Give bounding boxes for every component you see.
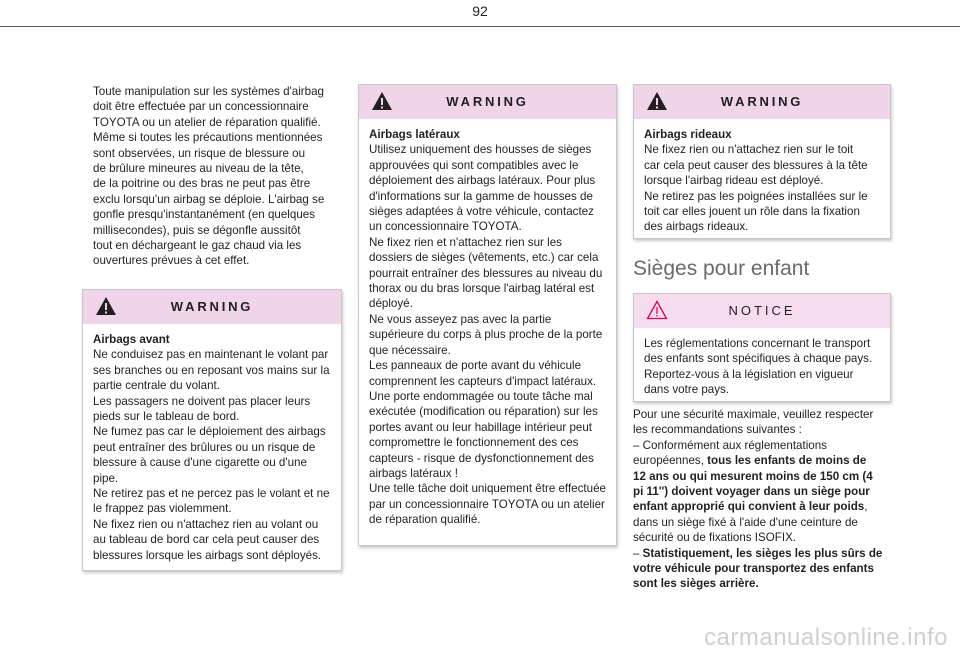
warning-body [359,119,616,536]
warning-heading: Airbags rideaux [644,128,732,141]
warning-header [634,85,890,119]
warning-triangle-icon [371,91,393,111]
notice-header [634,294,890,328]
warning-box-front-airbags [82,289,342,571]
intro-paragraph [93,84,345,269]
warning-title: WARNING [446,94,529,110]
item2-bold: Statistiquement, les sièges les plus sûrs de votre véhicule pour transportez des enfants sont les sièges arrière. [633,546,883,591]
notice-text: Les réglementations concernant le transport des enfants sont spécifiques à chaque pays. Reportez-vous à la législation en vigueur dans votre pays. [644,337,873,397]
header-rule [0,26,960,27]
recommendation-item-1 [633,438,893,546]
notice-body [634,328,890,406]
warning-triangle-icon [646,91,668,111]
notice-box [633,293,891,402]
warning-text: Ne fixez rien ou n'attachez rien sur le toit car cela peut causer des blessures à la tête lorsque l'airbag rideau est déployé. Ne retirez pas les poignées installées sur le toit car elles jouent un rôle dans la fixation des airbags rideaux. [644,143,868,234]
warning-box-side-airbags [358,84,617,546]
warning-text: Ne conduisez pas en maintenant le volant par ses branches ou en reposant vos mains sur la partie centrale du volant. Les passagers ne doivent pas placer leurs pieds sur le tableau de bord. Ne fumez pas car le déploiement des airbags peut entraîner des brûlures ou un risque de blessure à cause d'une cigarette ou d'une pipe. Ne retirez pas et ne percez pas le volant et ne le frappez pas violemment. Ne fixez rien ou n'attachez rien au volant ou au tableau de bord car cela peut causer des blessures lorsque les airbags sont déployés. [93,348,330,562]
warning-header [83,290,341,324]
warning-header [359,85,616,119]
watermark: carmanualsonline.info [704,623,948,651]
child-seat-recommendations [633,407,893,592]
notice-triangle-icon [646,300,668,320]
page-number: 92 [472,3,488,19]
warning-body [634,119,890,243]
intro-text: Toute manipulation sur les systèmes d'airbag doit être effectuée par un concessionnaire TOYOTA ou un atelier de réparation qualifié. Même si toutes les précautions mentionnées sont observées, un risque de blessure ou de brûlure mineures au niveau de la tête, de la poitrine ou des bras ne peut pas être exclu lorsqu'un airbag se déploie. L'airbag se gonfle presqu'instantanément (en quelques millisecondes), puis se dégonfle aussitôt tout en déchargeant le gaz chaud via les ouvertures prévues à cet effet. [93,85,325,268]
item1-suffix: , dans un siège fixé à l'aide d'une ceinture de sécurité ou de fixations ISOFIX. [633,500,868,545]
warning-triangle-icon [95,296,117,316]
recommendation-item-2 [633,546,893,592]
warning-heading: Airbags avant [93,333,170,346]
warning-body [83,324,341,571]
item1-bold: tous les enfants de moins de 12 ans ou qui mesurent moins de 150 cm (4 pi 11'') doivent voyager dans un siège pour enfant approprié qui convient à leur poids [633,454,873,514]
section-title: Sièges pour enfant [633,257,810,280]
warning-title: WARNING [170,299,254,315]
warning-heading: Airbags latéraux [369,128,460,141]
item2-prefix: – [633,546,643,560]
notice-title: NOTICE [728,303,796,319]
item1-prefix: – Conformément aux réglementations européennes, [633,438,827,468]
warning-text: Utilisez uniquement des housses de sièges approuvées qui sont compatibles avec le déploiement des airbags latéraux. Pour plus d'informations sur la gamme de housses de sièges adaptées à votre véhicule, contactez un concessionnaire TOYOTA. Ne fixez rien et n'attachez rien sur les dossiers de sièges (vêtements, etc.) car cela pourrait entraîner des blessures au niveau du thorax ou du bras lorsque l'airbag latéral est déployé. Ne vous asseyez pas avec la partie supérieure du corps à plus proche de la porte que nécessaire. Les panneaux de porte avant du véhicule comprennent les capteurs d'impact latéraux. Une porte endommagée ou toute tâche mal exécutée (modification ou réparation) sur les portes avant ou leur habillage intérieur peut compromettre le fonctionnement des ces capteurs - risque de dysfonctionnement des airbags latéraux ! Une telle tâche doit uniquement être effectuée par un concessionnaire TOYOTA ou un atelier de réparation qualifié. [369,143,606,527]
warning-title: WARNING [720,94,804,110]
warning-box-curtain-airbags [633,84,891,239]
recommendations-intro: Pour une sécurité maximale, veuillez respecter les recommandations suivantes : [633,408,874,437]
